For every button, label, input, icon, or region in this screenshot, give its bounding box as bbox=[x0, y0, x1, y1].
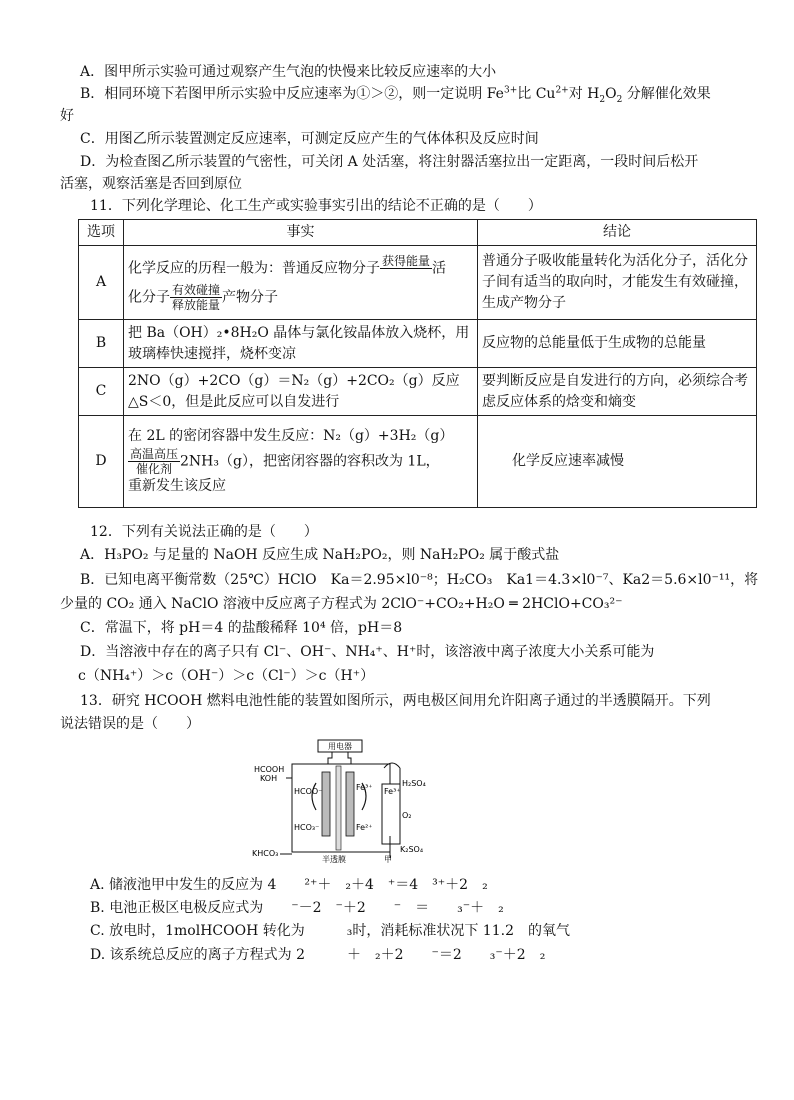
header-option: 选项 bbox=[79, 220, 124, 246]
label-h2so4: H₂SO₄ bbox=[402, 779, 426, 788]
row-conclusion: 反应物的总能量低于生成物的总能量 bbox=[478, 320, 757, 368]
row-fact bbox=[124, 416, 478, 508]
q10-option-b-line2: 好 bbox=[60, 108, 74, 124]
q12-option-b-line2: 少量的 CO₂ 通入 NaClO 溶液中反应离子方程式为 2ClO⁻+CO₂+H₂O ═ 2HClO+CO₃²⁻ bbox=[60, 596, 623, 612]
q12-option-a: A．H₃PO₂ 与足量的 NaOH 反应生成 NaH₂PO₂，则 NaH₂PO₂ 属于酸式盐 bbox=[80, 547, 560, 563]
fact-text: 在 2L 的密闭容器中发生反应：N₂（g）+3H₂（g） bbox=[128, 428, 454, 444]
label-khco3: KHCO₃ bbox=[252, 849, 279, 858]
arrow-label-top: 有效碰撞 bbox=[172, 282, 221, 297]
label-hcooh: HCOOH bbox=[254, 765, 285, 774]
row-option: C bbox=[79, 368, 124, 416]
label-pool: 甲 bbox=[384, 855, 392, 864]
q10-option-d-line2: 活塞，观察活塞是否回到原位 bbox=[60, 176, 242, 192]
equilibrium-arrow bbox=[128, 447, 180, 476]
header-fact: 事实 bbox=[124, 220, 478, 246]
fact-text: 产物分子 bbox=[222, 289, 279, 305]
row-option: B bbox=[79, 320, 124, 368]
q13-option-a: A. 储液池甲中发生的反应为 4 ²⁺＋ ₂＋4 ⁺＝4 ³⁺＋2 ₂ bbox=[90, 877, 488, 893]
label-fe2: Fe²⁺ bbox=[356, 823, 373, 832]
table-row bbox=[79, 320, 757, 368]
fact-text: 2NH₃（g），把密闭容器的容积改为 1L， bbox=[180, 453, 440, 470]
cathode bbox=[346, 772, 354, 836]
arrow-label-top: 获得能量 bbox=[382, 253, 431, 268]
arrow-label-top: 高温高压 bbox=[130, 447, 179, 461]
row-fact: 2NO（g）+2CO（g）＝N₂（g）+2CO₂（g）反应△S＜0，但是此反应可以自发进行 bbox=[124, 368, 478, 416]
fact-text: 化分子 bbox=[128, 289, 170, 305]
q13-stem-line2: 说法错误的是（ ） bbox=[60, 716, 200, 732]
reaction-arrow bbox=[380, 254, 432, 283]
row-conclusion: 要判断反应是自发进行的方向，必须综合考虑反应体系的焓变和熵变 bbox=[478, 368, 757, 416]
q10-option-b-line1: B．相同环境下若图甲所示实验中反应速率为①＞②，则一定说明 $Fe^{3+}$比 $Cu^{2+}$对 $H_2O_2$ 分解催化效果 bbox=[80, 85, 711, 105]
q12-option-d-line2: c（NH₄⁺）＞c（OH⁻）＞c（Cl⁻）＞c（H⁺） bbox=[78, 668, 375, 684]
q10-option-a: A．图甲所示实验可通过观察产生气泡的快慢来比较反应速率的大小 bbox=[80, 64, 497, 80]
q10-option-d-line1: D．为检查图乙所示装置的气密性，可关闭 A 处活塞，将注射器活塞拉出一定距离，一段时间后松开 bbox=[80, 154, 699, 170]
label-hco3: HCO₃⁻ bbox=[294, 823, 320, 832]
header-conclusion: 结论 bbox=[478, 220, 757, 246]
row-option: A bbox=[79, 246, 124, 320]
arrow-label-bottom: 催化剂 bbox=[136, 462, 173, 476]
fuel-cell-svg bbox=[250, 738, 426, 866]
q12-option-d-line1: D．当溶液中存在的离子只有 Cl⁻、OH⁻、NH₄⁺、H⁺时，该溶液中离子浓度大小关系可能为 bbox=[80, 644, 655, 660]
arrow-label-bottom: 释放能量 bbox=[172, 297, 221, 312]
fact-text: 重新发生该反应 bbox=[128, 478, 226, 494]
table-row bbox=[79, 416, 757, 508]
membrane bbox=[336, 766, 341, 850]
label-fe-right: Fe³⁺ bbox=[384, 787, 401, 796]
row-fact bbox=[124, 246, 478, 320]
label-o2: O₂ bbox=[402, 811, 412, 820]
label-membrane: 半透膜 bbox=[322, 855, 346, 864]
q12-stem: 12．下列有关说法正确的是（ ） bbox=[90, 524, 318, 540]
row-conclusion: 化学反应速率减慢 bbox=[478, 416, 757, 508]
label-k2so4: K₂SO₄ bbox=[400, 845, 424, 854]
label-hcoo: HCOO⁻ bbox=[294, 787, 323, 796]
anode bbox=[322, 772, 330, 836]
row-option: D bbox=[79, 416, 124, 508]
table-row bbox=[79, 246, 757, 320]
table-header-row bbox=[79, 220, 757, 246]
q13-option-c: C. 放电时，1molHCOOH 转化为 ₃时，消耗标准状况下 11.2 的氧气 bbox=[90, 923, 570, 939]
fuel-cell-diagram bbox=[250, 738, 426, 866]
label-koh: KOH bbox=[260, 774, 278, 783]
device-label: 用电器 bbox=[328, 742, 352, 751]
label-fe3: Fe³⁺ bbox=[356, 783, 373, 792]
row-conclusion: 普通分子吸收能量转化为活化分子，活化分子间有适当的取向时，才能发生有效碰撞，生成产物分子 bbox=[478, 246, 757, 320]
fact-text: 活 bbox=[432, 260, 447, 276]
q12-option-b-line1: B．已知电离平衡常数（25℃）HClO Ka＝2.95×l0⁻⁸；H₂CO₃ Ka1＝4.3×l0⁻⁷、Ka2＝5.6×l0⁻¹¹，将 bbox=[80, 572, 759, 588]
q12-option-c: C．常温下，将 pH＝4 的盐酸稀释 10⁴ 倍，pH＝8 bbox=[80, 620, 403, 636]
q13-option-b: B. 电池正极区电极反应式为 ⁻－2 ⁻＋2 ⁻ ＝ ₃⁻＋ ₂ bbox=[90, 900, 504, 916]
table-row bbox=[79, 368, 757, 416]
fact-text: 化学反应的历程一般为：普通反应物分子 bbox=[128, 260, 380, 276]
q11-table bbox=[78, 219, 757, 508]
q10-option-c: C．用图乙所示装置测定反应速率，可测定反应产生的气体体积及反应时间 bbox=[80, 131, 539, 147]
q13-stem-line1: 13．研究 HCOOH 燃料电池性能的装置如图所示，两电极区间用允许阳离子通过的半透膜隔开。下列 bbox=[80, 693, 711, 709]
q13-option-d: D. 该系统总反应的离子方程式为 2 ＋ ₂＋2 ⁻＝2 ₃⁻＋2 ₂ bbox=[90, 947, 546, 963]
row-fact: 把 Ba（OH）₂•8H₂O 晶体与氯化铵晶体放入烧杯，用玻璃棒快速搅拌，烧杯变凉 bbox=[124, 320, 478, 368]
reaction-arrow bbox=[170, 283, 222, 312]
q11-stem: 11．下列化学理论、化工生产或实验事实引出的结论不正确的是（ ） bbox=[90, 198, 542, 214]
